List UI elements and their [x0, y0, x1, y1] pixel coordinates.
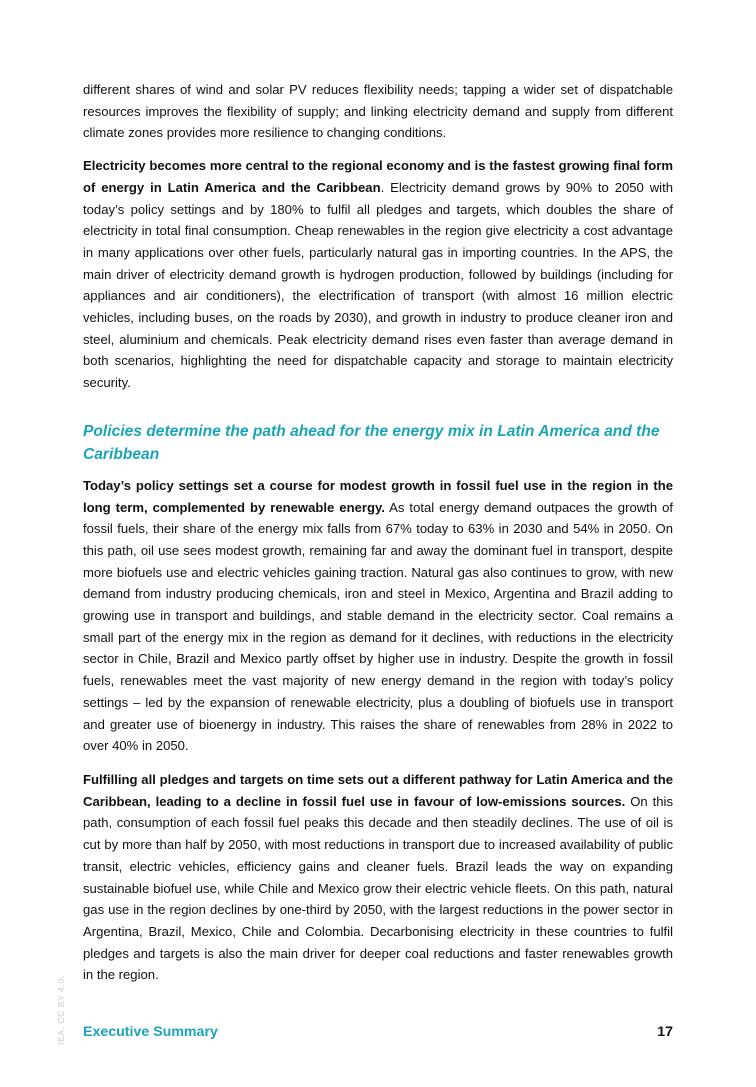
paragraph-body: As total energy demand outpaces the growth of fossil fuels, their share of the energy mix falls from 67% today to 63% in 2030 and 54% in 2050. On this path, oil use sees modest growth, remaining far and away the dominant fuel in transport, despite more biofuels use and electric vehicles gaining traction. Natural gas also continues to grow, with new demand from industry producing chemicals, iron and steel in Mexico, Argentina and Brazil adding to growing use in transport and buildings, and stable demand in the electricity sector. Coal remains a small part of the energy mix in the region as demand for it declines, with reductions in the electricity sector in Chile, Brazil and Mexico partly offset by higher use in industry. Despite the growth in fossil fuels, renewables meet the vast majority of new energy demand in the region with today’s policy settings – led by the expansion of renewable electricity, plus a doubling of biofuels use in transport and greater use of bioenergy in industry. This raises the share of renewables from 28% in 2022 to over 40% in 2050.	[83, 499, 674, 754]
paragraph-body: different shares of wind and solar PV reduces flexibility needs; tapping a wider set of dispatchable resources improves the flexibility of supply; and linking electricity demand and supply from different climate zones provides more resilience to changing conditions.	[83, 82, 673, 141]
license-watermark: IEA. CC BY 4.0.	[56, 975, 66, 1045]
page-number: 17	[657, 1024, 673, 1040]
page-body	[83, 79, 673, 998]
paragraph-policy-settings	[83, 475, 673, 757]
paragraph-electricity	[83, 155, 673, 394]
paragraph-flexibility	[83, 79, 673, 144]
paragraph-lead: Fulfilling all pledges and targets on time sets out a different pathway for Latin America and the Caribbean, leading to a decline in fossil fuel use in favour of low-emissions sources.	[83, 771, 673, 809]
paragraph-lead: Today’s policy settings set a course for modest growth in fossil fuel use in the region in the long term, complemented by renewable energy.	[83, 477, 673, 515]
section-heading: Policies determine the path ahead for the energy mix in Latin America and the Caribbean	[83, 422, 660, 463]
paragraph-body: On this path, consumption of each fossil fuel peaks this decade and then steadily declines. The use of oil is cut by more than half by 2050, with most reductions in transport due to increased availability of public transit, electric vehicles, efficiency gains and cleaner fuels. Brazil leads the way on expanding sustainable biofuel use, while Chile and Mexico grow their electric vehicle fleets. On this path, natural gas use in the region declines by one-third by 2050, with the largest reductions in the power sector in Argentina, Brazil, Mexico, Chile and Colombia. Decarbonising electricity in these countries to fulfil pledges and targets is also the main driver for deeper coal reductions and faster renewables growth in the region.	[83, 793, 673, 983]
paragraph-lead: Electricity becomes more central to the regional economy and is the fastest growing final form of energy in Latin America and the Caribbean	[83, 158, 673, 195]
paragraph-pledges	[83, 769, 673, 986]
footer-section-title: Executive Summary	[83, 1024, 218, 1040]
paragraph-body: . Electricity demand grows by 90% to 2050 with today’s policy settings and by 180% to fulfil all pledges and targets, which doubles the share of electricity in total final consumption. Cheap renewables in the region give electricity a cost advantage in many applications over other fuels, particularly natural gas in importing countries. In the APS, the main driver of electricity demand growth is hydrogen production, followed by buildings (including for appliances and air conditioners), the electrification of transport (with almost 16 million electric vehicles, including buses, on the roads by 2030), and growth in industry to produce cleaner iron and steel, aluminium and chemicals. Peak electricity demand rises even faster than average demand in both scenarios, highlighting the need for dispatchable capacity and storage to maintain electricity security.	[83, 179, 673, 391]
